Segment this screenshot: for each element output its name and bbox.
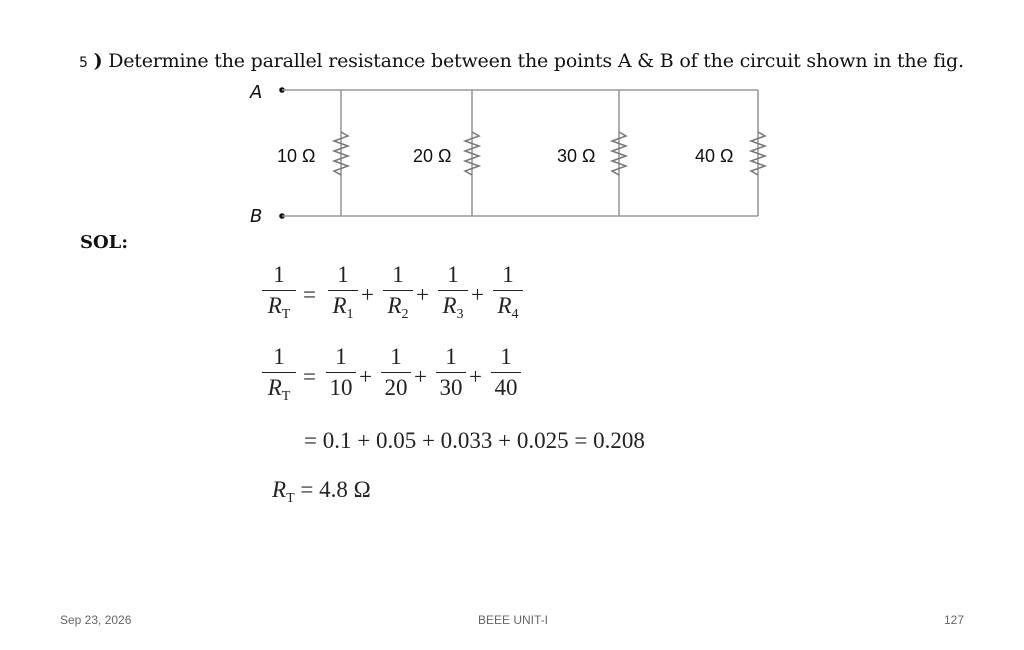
eq2-plus-3: +: [469, 364, 482, 389]
eq1-term-1-den: R: [332, 293, 347, 318]
node-b-label: B: [250, 206, 263, 227]
equation-decimal-sum: = 0.1 + 0.05 + 0.033 + 0.025 = 0.208: [304, 428, 645, 453]
eq2-term-2-num: 1: [390, 344, 402, 369]
eq2-equals: =: [303, 364, 316, 389]
resistor-2-label: 20 Ω: [413, 146, 452, 166]
eq1-term-3-den: R: [442, 293, 457, 318]
question-body: Determine the parallel resistance between the points A & B of the circuit shown in the fig.: [108, 50, 964, 72]
solution-label: SOL:: [80, 232, 128, 253]
resistor-branch-3: [557, 90, 626, 216]
equation-substituted: [262, 344, 542, 424]
resistor-2-zigzag: [465, 132, 479, 175]
eq2-term-1: [326, 344, 356, 401]
resistor-3-zigzag: [612, 132, 626, 175]
eq1-term-4-den: R: [497, 293, 512, 318]
eq1-lhs-den: [262, 293, 296, 328]
resistor-4-label: 40 Ω: [695, 146, 734, 166]
eq2-term-2-den: 20: [384, 375, 408, 400]
eq1-term-4-num: 1: [502, 262, 514, 287]
eq1-term-3-num: 1: [447, 262, 459, 287]
resistor-3-label: 30 Ω: [557, 146, 596, 166]
eq1-term-1-num: 1: [337, 262, 349, 287]
eq1-term-3: [438, 262, 468, 328]
resistor-branch-4: [695, 90, 765, 216]
result-lhs-sub: T: [286, 491, 295, 506]
eq1-term-2-den: R: [387, 293, 402, 318]
footer-title: BEEE UNIT-I: [478, 613, 549, 627]
eq2-term-4: [491, 344, 521, 401]
resistor-branch-2: [413, 90, 479, 216]
eq2-term-1-num: 1: [335, 344, 347, 369]
result-rhs: = 4.8 Ω: [300, 477, 371, 502]
eq1-term-2-num: 1: [392, 262, 404, 287]
eq2-term-3: [436, 344, 466, 401]
footer-page-number: 127: [944, 613, 965, 627]
eq1-plus-3: +: [471, 282, 484, 307]
eq1-term-2: [383, 262, 413, 328]
eq2-lhs-fraction: [262, 344, 296, 410]
equation-general: [262, 262, 542, 342]
resistor-4-zigzag: [751, 132, 765, 175]
eq1-term-4-sub: 4: [511, 307, 519, 322]
result-lhs-main: R: [272, 477, 287, 502]
eq2-plus-2: +: [414, 364, 427, 389]
eq1-lhs-num: 1: [273, 262, 285, 287]
eq2-lhs-den-sub: T: [281, 389, 291, 404]
eq1-term-1-sub: 1: [346, 307, 354, 322]
eq2-term-3-num: 1: [445, 344, 457, 369]
resistor-1-zigzag: [334, 132, 348, 175]
eq2-lhs-num: 1: [273, 344, 285, 369]
eq2-term-2: [381, 344, 411, 401]
eq1-lhs-den-main: R: [267, 293, 282, 318]
eq1-term-1: [328, 262, 358, 328]
eq2-plus-1: +: [359, 364, 372, 389]
parallel-circuit-diagram: [240, 76, 780, 236]
eq1-term-2-sub: 2: [401, 307, 409, 322]
eq1-term-3-sub: 3: [456, 307, 464, 322]
eq1-plus-2: +: [416, 282, 429, 307]
eq1-term-4: [493, 262, 523, 328]
eq2-term-4-num: 1: [500, 344, 512, 369]
eq1-lhs-den-sub: T: [281, 307, 291, 322]
eq2-term-1-den: 10: [329, 375, 353, 400]
question-paren: ): [93, 50, 103, 72]
eq1-plus-1: +: [361, 282, 374, 307]
eq1-lhs-fraction: [262, 262, 296, 328]
eq2-term-4-den: 40: [494, 375, 518, 400]
footer-date: Sep 23, 2026: [60, 613, 132, 627]
question-number: 5: [79, 55, 88, 71]
resistor-branch-1: [277, 90, 348, 216]
eq2-term-3-den: 30: [439, 375, 463, 400]
question-text: [79, 50, 964, 72]
node-a-label: A: [250, 82, 263, 103]
eq2-lhs-den-main: R: [267, 375, 282, 400]
equation-result: [272, 477, 371, 507]
eq1-equals: =: [303, 282, 316, 307]
resistor-1-label: 10 Ω: [277, 146, 316, 166]
